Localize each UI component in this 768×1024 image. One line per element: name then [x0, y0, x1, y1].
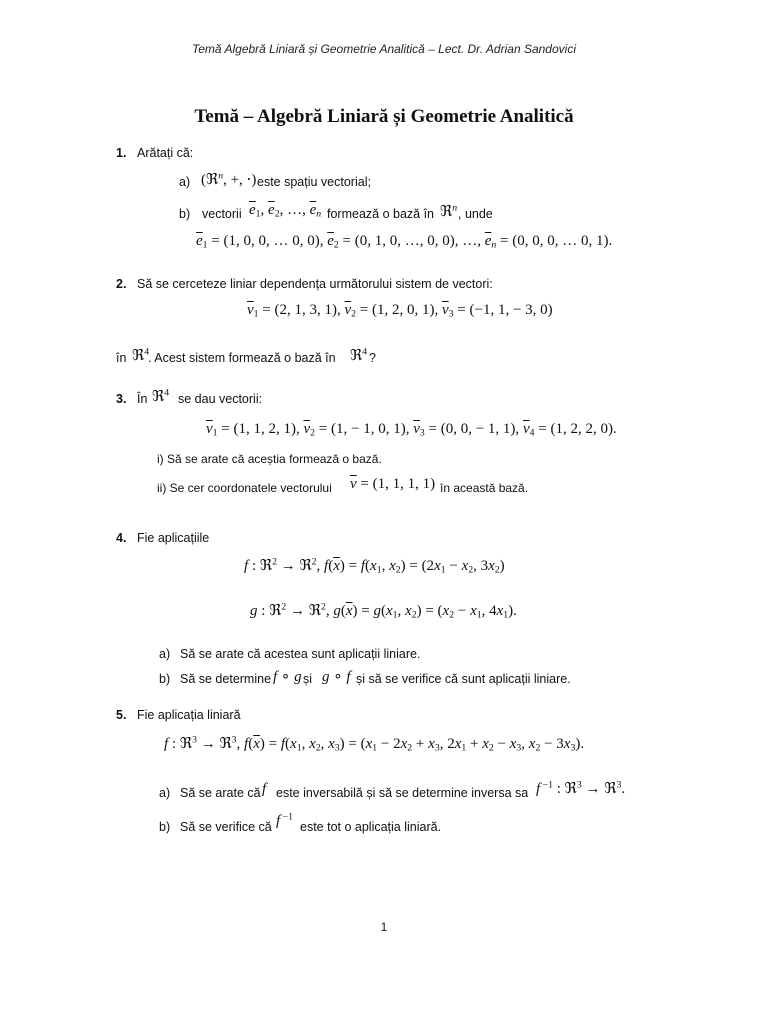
problem-4a-text: Să se arate că acestea sunt aplicații liniare.	[180, 647, 421, 661]
problem-4-formula-g: g : ℜ$^2$ → ℜ$^2$, $g(\overline{x}) = g(x_1$, $x_2) = (x_2 - x_1$, $4x_1$).	[250, 601, 517, 621]
problem-4b-composition-gf: g ∘ f	[322, 669, 351, 685]
problem-2-qmark: ?	[369, 351, 376, 365]
problem-4b-post: și să se verifice că sunt aplicații liniare.	[356, 672, 571, 686]
problem-3-number: 3.	[116, 392, 127, 406]
running-header: Temă Algebră Liniară și Geometrie Analitică – Lect. Dr. Adrian Sandovici	[192, 42, 576, 56]
problem-2-space-r4: ℜ$^4$	[132, 346, 150, 364]
problem-3-in: În	[137, 392, 148, 406]
problem-2-space-r4-b: ℜ$^4$	[350, 346, 368, 364]
problem-2-in: în	[116, 351, 127, 365]
problem-5b-pre: Să se verifice că	[180, 820, 272, 834]
problem-1b-vectors: $\overline{e}_1$, $\overline{e}_2$, …, $\overline{e}_n$	[249, 202, 322, 220]
problem-3-part-ii-post: în această bază.	[440, 481, 529, 495]
problem-5-number: 5.	[116, 708, 127, 722]
problem-2-number: 2.	[116, 277, 127, 291]
problem-1b-mid: formează o bază în	[327, 207, 435, 221]
problem-4b-pre: Să se determine	[180, 672, 272, 686]
problem-2-question: . Acest sistem formează o bază în	[148, 351, 336, 365]
problem-3-space-r4: ℜ$^4$	[152, 387, 170, 405]
problem-4-number: 4.	[116, 531, 127, 545]
problem-1b-pre: vectorii	[202, 207, 242, 221]
problem-1b-post: , unde	[458, 207, 493, 221]
problem-4b-composition-fg: f ∘ g	[273, 669, 302, 685]
problem-2-formula: $\overline{v}_1 = (2$, 1, 3, 1), $\overline{v}_2 = (1$, 2, 0, 1), $\overline{v}_3 = (-1$, 1, − 3, 0)	[247, 302, 553, 320]
problem-3-part-ii-formula: $\overline{v} = (1$, 1, 1, 1)	[350, 476, 436, 492]
problem-5b-label: b)	[159, 820, 171, 834]
problem-5b-post: este tot o aplicația liniară.	[300, 820, 442, 834]
problem-4-formula-f: f : ℜ$^2$ → ℜ$^2$, $f(\overline{x}) = f(x_1$, $x_2) = (2x_1 - x_2$, $3x_2$)	[244, 556, 505, 576]
page-number: 1	[380, 920, 388, 934]
problem-1b-space: ℜ$^n$	[440, 202, 458, 220]
problem-5a-mid: este inversabilă și să se determine inversa sa	[276, 786, 529, 800]
problem-3-formula: $\overline{v}_1 = (1$, 1, 2, 1), $\overline{v}_2 = (1$, − 1, 0, 1), $\overline{v}_3 = (0$, 0, − 1, 1), $\overline{v}_4 = (1$, 2, 2, 0).	[206, 421, 617, 439]
problem-1a-formula: (ℜ$^n$, +, ⋅)	[201, 170, 257, 188]
problem-3-part-ii-pre: ii) Se cer coordonatele vectorului	[157, 481, 332, 495]
problem-1-intro: Arătați că:	[137, 146, 194, 160]
problem-4b-and: și	[303, 672, 313, 686]
problem-5a-label: a)	[159, 786, 171, 800]
problem-4b-label: b)	[159, 672, 171, 686]
problem-1b-label: b)	[179, 207, 191, 221]
problem-4-intro: Fie aplicațiile	[137, 531, 210, 545]
problem-1a-text: este spațiu vectorial;	[257, 175, 371, 189]
problem-2-text: Să se cerceteze liniar dependența următorului sistem de vectori:	[137, 277, 493, 291]
problem-4a-label: a)	[159, 647, 171, 661]
problem-5-formula: f : ℜ$^3$ → ℜ$^3$, $f(\overline{x}) = f(x_1$, $x_2$, $x_3) = (x_1 - 2x_2 + x_3$, $2x_1 + x_2 - x_3$, $x_2 - 3x_3$).	[164, 734, 585, 754]
problem-1-number: 1.	[116, 146, 127, 160]
problem-5a-inverse-formula: f $^{-1}$ : ℜ$^3$ → ℜ$^3$.	[536, 779, 626, 797]
problem-3-given: se dau vectorii:	[178, 392, 263, 406]
problem-5a-f: f	[262, 781, 267, 797]
page-title: Temă – Algebră Liniară și Geometrie Analitică	[194, 106, 574, 127]
problem-5a-pre: Să se arate că	[180, 786, 261, 800]
problem-5-intro: Fie aplicația liniară	[137, 708, 241, 722]
problem-1b-basis-formula: $\overline{e}_1 = (1$, 0, 0, … 0, 0), $\overline{e}_2 = (0$, 1, 0, …, 0, 0), …, $\overline{e}_n = (0$, 0, 0, … 0, 1).	[196, 233, 613, 251]
problem-3-part-i: i) Să se arate că aceștia formează o bază.	[157, 452, 382, 466]
problem-1a-label: a)	[179, 175, 191, 189]
problem-5b-inverse: f $^{-1}$	[276, 811, 293, 829]
